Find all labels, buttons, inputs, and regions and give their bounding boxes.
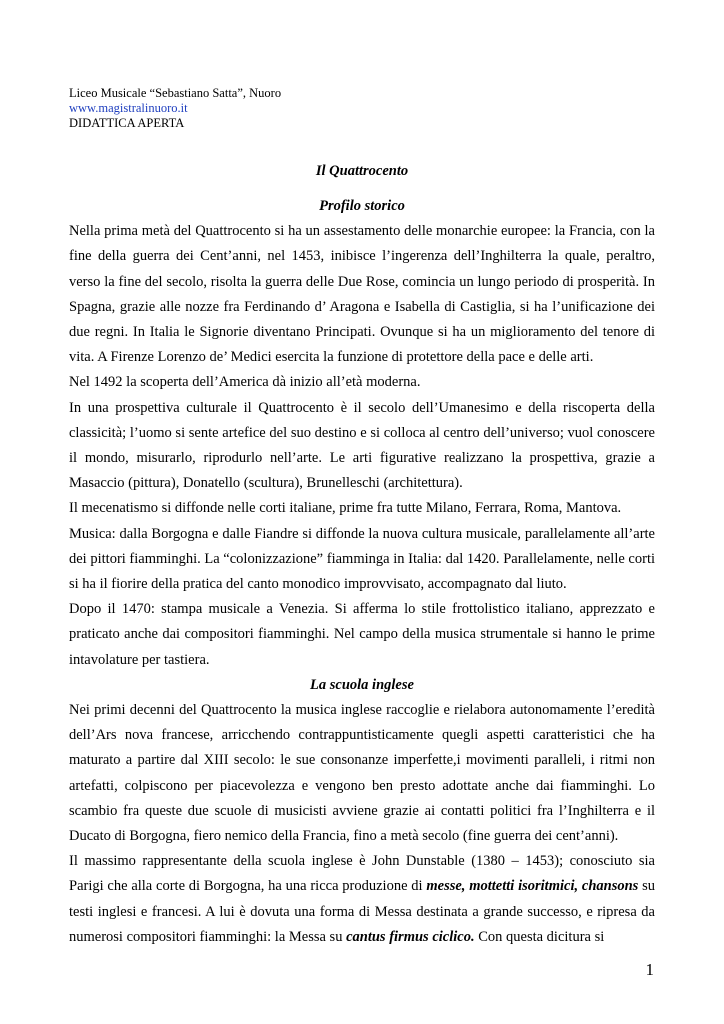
document-header xyxy=(69,86,281,131)
page-number: 1 xyxy=(645,960,654,979)
paragraph: Il mecenatismo si diffonde nelle corti italiane, prime fra tutte Milano, Ferrara, Roma, Mantova. xyxy=(69,500,622,517)
document-body xyxy=(69,198,655,950)
page-title: Il Quattrocento xyxy=(315,163,409,179)
paragraph xyxy=(69,849,655,950)
website-link[interactable]: www.magistralinuoro.it xyxy=(69,101,188,115)
emphasis-text: cantus firmus ciclico. xyxy=(346,928,475,945)
school-name: Liceo Musicale “Sebastiano Satta”, Nuoro xyxy=(69,86,282,100)
section-heading-profilo: Profilo storico xyxy=(319,198,405,214)
paragraph: Dopo il 1470: stampa musicale a Venezia. Si afferma lo stile frottolistico italiano, apprezzato e praticato anche dai compositori fiamminghi. Nel campo della musica strumentale si hanno le prime intavolature per tastiera. xyxy=(69,601,655,668)
paragraph: Nei primi decenni del Quattrocento la musica inglese raccoglie e rielabora autonomamente l’eredità dell’Ars nova francese, arricchendo contrappuntisticamente quegli aspetti caratteristici che ha maturato a partire dal XIII secolo: le sue consonanze imperfette,i movimenti paralleli, i ritmi non artefatti, colpiscono per piacevolezza e vengono ben presto adottate anche dai fiamminghi. Lo scambio fra queste due scuole di musicisti avviene grazie ai contatti politici fra l’Inghilterra e il Ducato di Borgogna, fiero nemico della Francia, fino a metà secolo (fine guerra dei cent’anni). xyxy=(69,702,655,845)
paragraph: In una prospettiva culturale il Quattrocento è il secolo dell’Umanesimo e della riscoperta della classicità; l’uomo si sente artefice del suo destino e si colloca al centro dell’universo; vuol conoscere il mondo, misurarlo, riprodurlo nell’arte. Le arti figurative realizzano la prospettiva, grazie a Masaccio (pittura), Donatello (scultura), Brunelleschi (architettura). xyxy=(69,399,655,492)
emphasis-text: messe, mottetti isoritmici, chansons xyxy=(426,878,639,895)
text-run: su testi inglesi e francesi. A lui è dovuta una forma di Messa destinata a grande successo, e ripresa da numerosi compositori fiamminghi: la Messa su xyxy=(69,878,655,945)
paragraph: Musica: dalla Borgogna e dalle Fiandre si diffonde la nuova cultura musicale, parallelamente all’arte dei pittori fiamminghi. La “colonizzazione” fiamminga in Italia: dal 1420. Parallelamente, nelle corti si ha il fiorire della pratica del canto monodico improvvisato, accompagnato dal liuto. xyxy=(69,525,655,593)
section-heading-scuola-inglese: La scuola inglese xyxy=(310,676,414,693)
paragraph: Nel 1492 la scoperta dell’America dà inizio all’età moderna. xyxy=(69,374,421,391)
header-label: DIDATTICA APERTA xyxy=(69,116,185,130)
text-run: Il massimo rappresentante della scuola inglese è John Dunstable (1380 – 1453); conosciuto sia Parigi che alla corte di Borgogna, ha una ricca produzione di xyxy=(69,853,655,895)
paragraph: Nella prima metà del Quattrocento si ha un assestamento delle monarchie europee: la Francia, con la fine della guerra dei Cent’anni, nel 1453, inibisce l’ingerenza dell’Inghilterra la quale, peraltro, verso la fine del secolo, risolta la guerra delle Due Rose, comincia un lungo periodo di prosperità. In Spagna, grazie alle nozze fra Ferdinando d’ Aragona e Isabella di Castiglia, si ha l’unificazione dei due regni. In Italia le Signorie diventano Principati. Ovunque si ha un miglioramento del tenore di vita. A Firenze Lorenzo de’ Medici esercita la funzione di protettore della pace e delle arti. xyxy=(69,223,655,366)
text-run: Con questa dicitura si xyxy=(474,928,605,945)
